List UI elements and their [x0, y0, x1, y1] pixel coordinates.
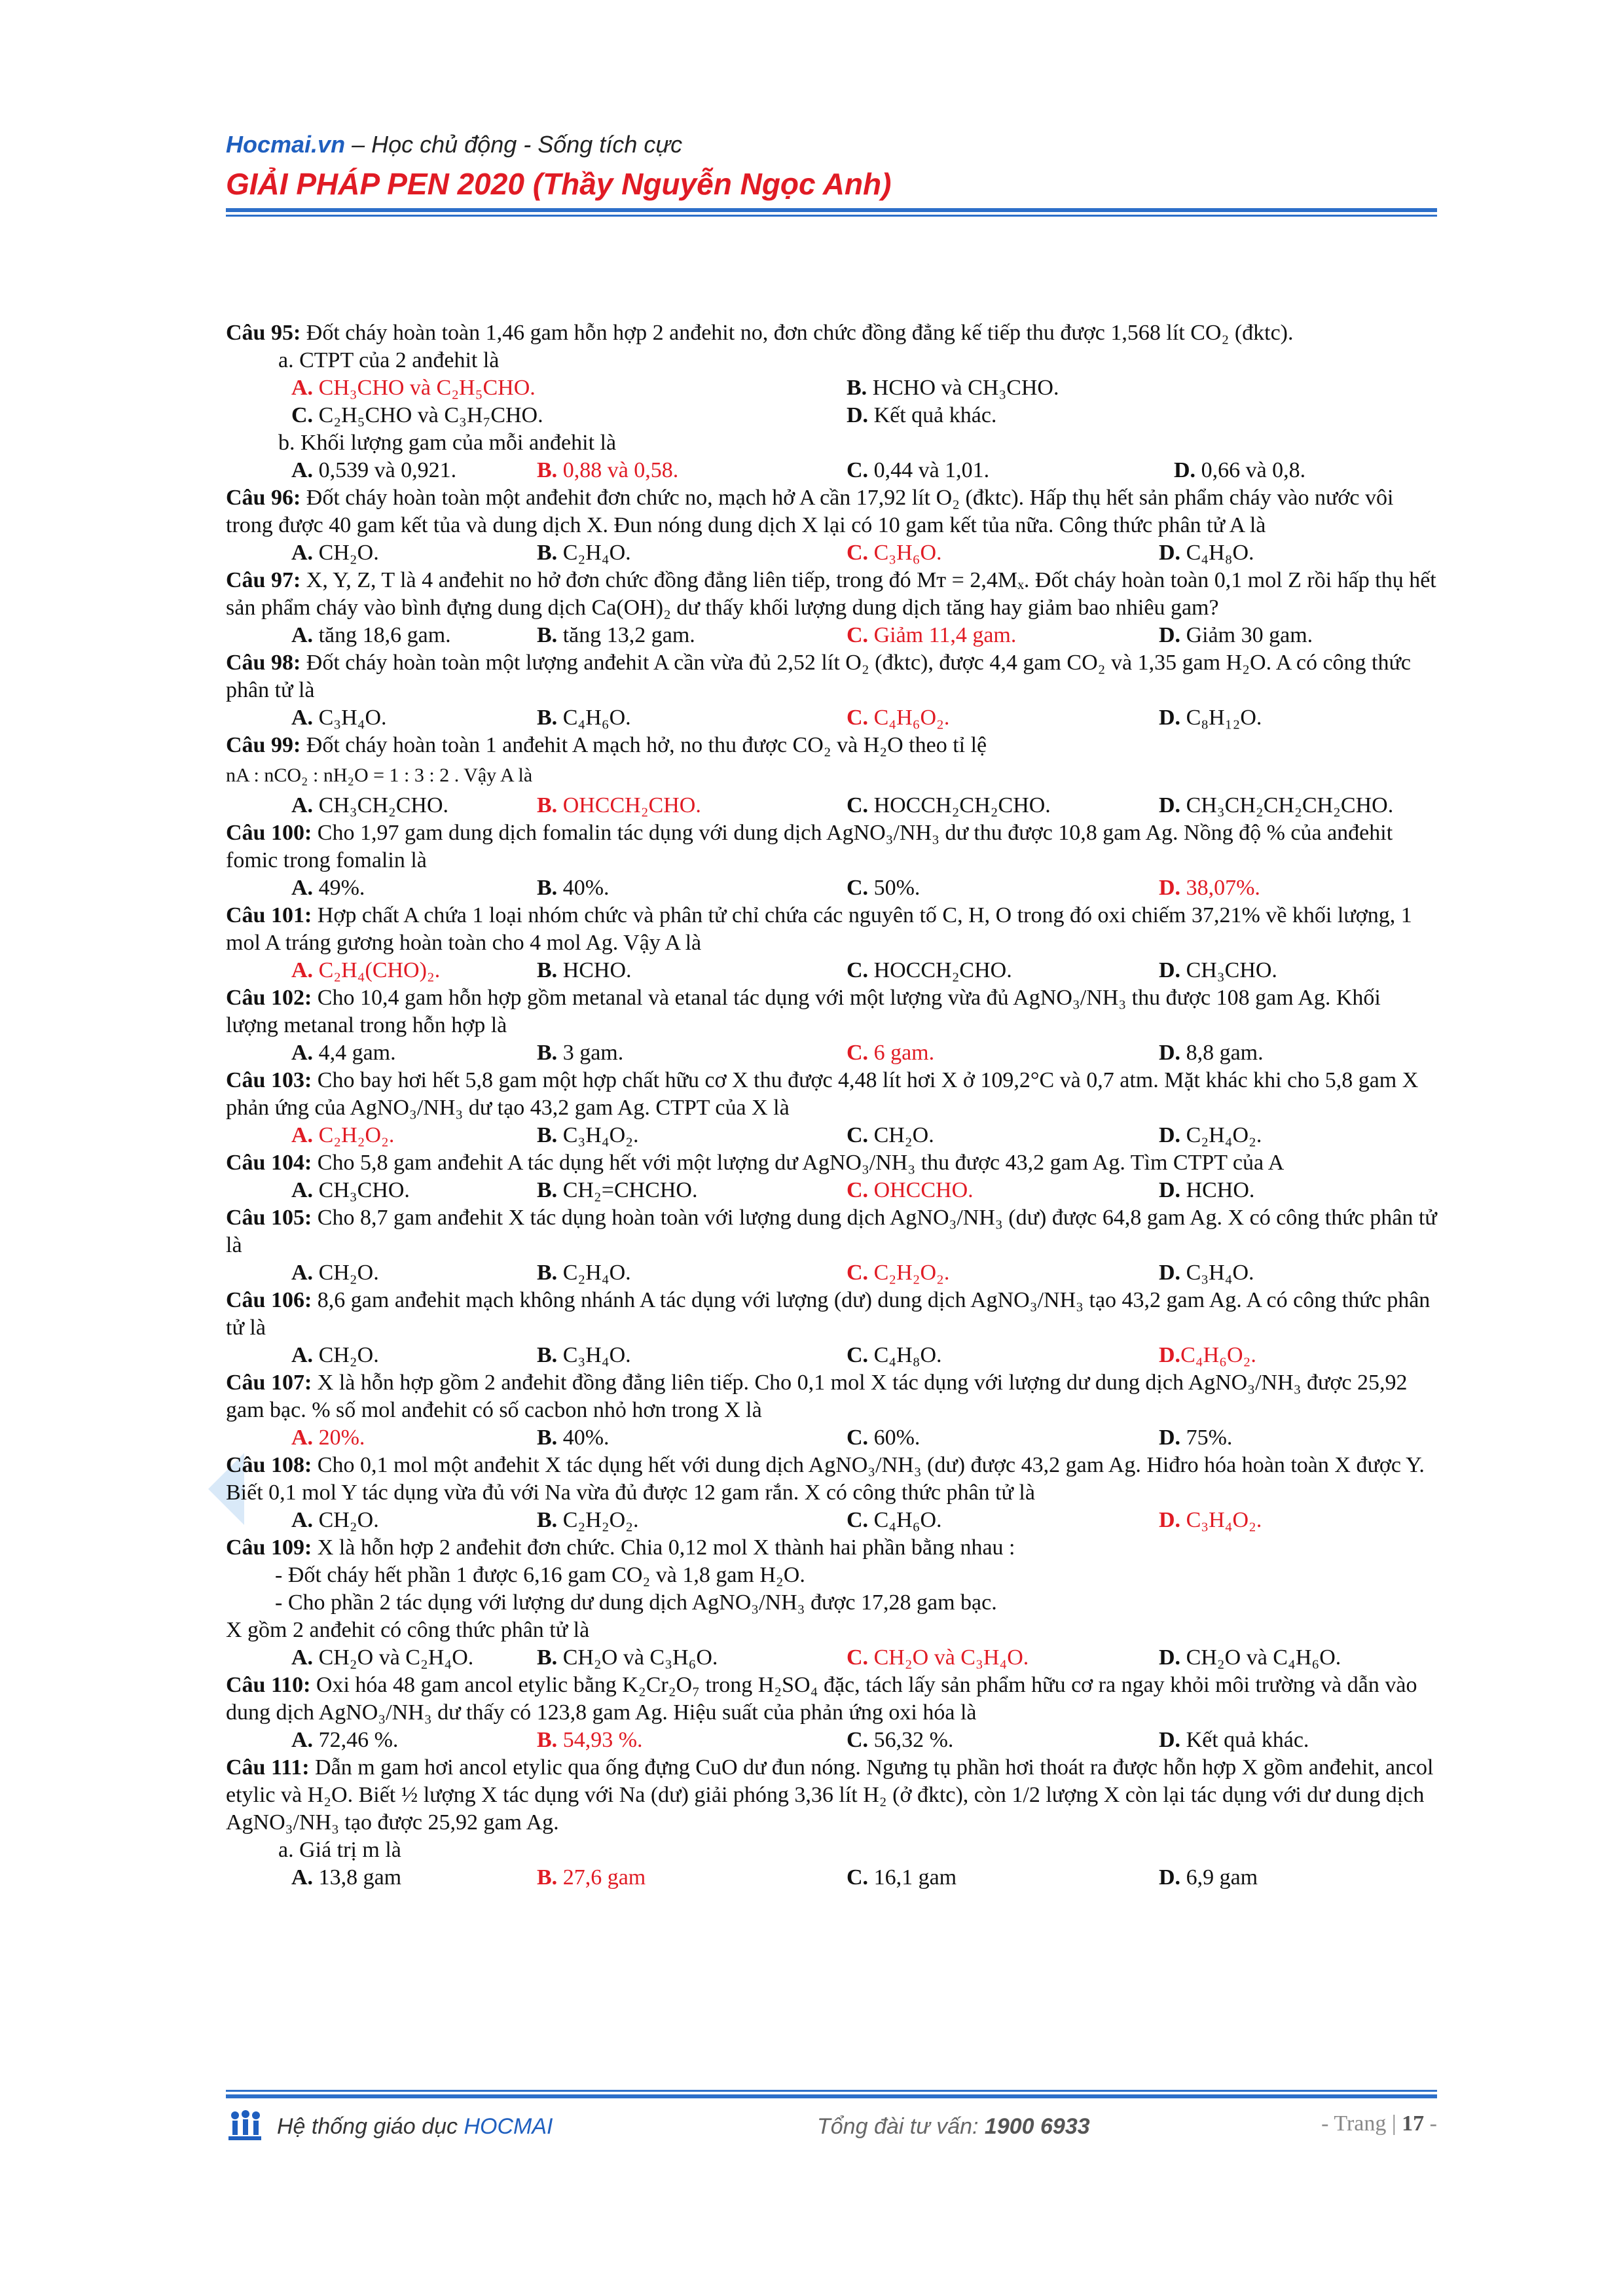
answer-option-d[interactable]: D. C₈H₁₂O.: [1159, 706, 1262, 730]
answer-option-a[interactable]: A. CH₃CHO.: [291, 1178, 410, 1202]
question-text: X là hỗn hợp 2 anđehit đơn chức. Chia 0,12 mol X thành hai phần bằng nhau :: [312, 1535, 1015, 1560]
hocmai-logo-icon: [226, 2109, 264, 2143]
question-prompt: X gồm 2 anđehit có công thức phân tử là: [226, 1618, 590, 1642]
question-text: Cho 1,97 gam dung dịch fomalin tác dụng với dung dịch AgNO₃/NH₃ dư thu được 10,8 gam Ag. Nồng độ % của anđehit fomic trong fomalin là: [226, 821, 1393, 872]
question-98: [226, 649, 1437, 704]
answer-option-c[interactable]: C. 56,32 %.: [847, 1728, 954, 1752]
answer-option-c[interactable]: C. 6 gam.: [847, 1041, 935, 1065]
sub-question-a: a. Giá trị m là: [278, 1838, 401, 1862]
answer-option-c[interactable]: C. HOCCH₂CHO.: [847, 958, 1012, 982]
question-text: Cho 0,1 mol một anđehit X tác dụng hết với dung dịch AgNO₃/NH₃ (dư) được 43,2 gam Ag. Hiđro hóa hoàn toàn X được Y. Biết 0,1 mol Y tác dụng vừa đủ với Na vừa đủ được 12 gam rắn. X có công thức phân tử là: [226, 1453, 1425, 1505]
question-110: [226, 1672, 1437, 1727]
answer-option-c[interactable]: C. 60%.: [847, 1426, 921, 1450]
question-number: Câu 99:: [226, 733, 301, 757]
question-text: Cho 8,7 gam anđehit X tác dụng hoàn toàn với lượng dung dịch AgNO₃/NH₃ (dư) được 64,8 gam Ag. X có công thức phân tử là: [226, 1206, 1437, 1257]
answer-option-c[interactable]: C. 0,44 và 1,01.: [847, 458, 990, 482]
answer-option-b[interactable]: B. 40%.: [537, 1426, 610, 1450]
answer-option-a[interactable]: A. 20%.: [291, 1426, 365, 1450]
answer-option-b[interactable]: B. HCHO và CH₃CHO.: [847, 376, 1059, 400]
question-text: X là hỗn hợp gồm 2 anđehit đồng đẳng liên tiếp. Cho 0,1 mol X tác dụng với lượng dư dung dịch AgNO₃/NH₃ được 25,92 gam bạc. % số mol anđehit có số cacbon nhỏ hơn trong X là: [226, 1371, 1408, 1422]
answer-option-c[interactable]: C. C₂H₂O₂.: [847, 1261, 950, 1285]
answer-option-c[interactable]: C. 50%.: [847, 876, 921, 900]
sub-question-b: b. Khối lượng gam của mỗi anđehit là: [278, 431, 617, 455]
header-title: GIẢI PHÁP PEN 2020 (Thầy Nguyễn Ngọc Anh): [226, 167, 892, 201]
site-name[interactable]: Hocmai.vn: [226, 131, 346, 158]
question-109: [226, 1534, 1437, 1562]
question-text: Dẫn m gam hơi ancol etylic qua ống đựng CuO dư đun nóng. Ngưng tụ phần hơi thoát ra được hỗn hợp X gồm anđehit, ancol etylic và H₂O. Biết ½ lượng X tác dụng với Na (dư) giải phóng 3,36 lít H₂ (ở đktc), còn 1/2 lượng X còn lại tác dụng với dư dung dịch AgNO₃/NH₃ tạo được 25,92 gam Ag.: [226, 1755, 1434, 1835]
answer-options: [226, 792, 1437, 819]
header-tagline-line: [226, 131, 1437, 164]
page-header: [226, 131, 1437, 202]
answer-option-c[interactable]: C. HOCCH₂CH₂CHO.: [847, 793, 1051, 817]
answer-option-a[interactable]: A. 49%.: [291, 876, 365, 900]
question-text: Cho bay hơi hết 5,8 gam một hợp chất hữu cơ X thu được 4,48 lít hơi X ở 109,2°C và 0,7 atm. Mặt khác khi cho 5,8 gam X phản ứng của AgNO₃/NH₃ dư tạo 43,2 gam Ag. CTPT của X là: [226, 1068, 1419, 1120]
question-number: Câu 105:: [226, 1206, 312, 1230]
question-text: Cho 10,4 gam hỗn hợp gồm metanal và etanal tác dụng với một lượng vừa đủ AgNO₃/NH₃ thu được 108 gam Ag. Khối lượng metanal trong hỗn hợp là: [226, 986, 1381, 1037]
answer-option-b[interactable]: B. 0,88 và 0,58.: [537, 458, 679, 482]
answer-option-a[interactable]: A. CH₃CHO và C₂H₅CHO.: [291, 376, 536, 400]
condition-line: - Cho phần 2 tác dụng với lượng dư dung dịch AgNO₃/NH₃ được 17,28 gam bạc.: [275, 1590, 997, 1615]
question-number: Câu 104:: [226, 1151, 312, 1175]
question-96: [226, 484, 1437, 539]
answer-option-b[interactable]: B. C₄H₆O.: [537, 706, 631, 730]
answer-option-a[interactable]: A. CH₂O.: [291, 1343, 379, 1367]
question-text: Hợp chất A chứa 1 loại nhóm chức và phân tử chỉ chứa các nguyên tố C, H, O trong đó oxi chiếm 37,21% về khối lượng, 1 mol A tráng gương hoàn toàn cho 4 mol Ag. Vậy A là: [226, 903, 1412, 955]
answer-options: [226, 704, 1437, 732]
answer-options: [226, 1342, 1437, 1369]
question-number: Câu 101:: [226, 903, 312, 927]
answer-option-d[interactable]: D. C₄H₈O.: [1159, 541, 1254, 565]
question-number: Câu 111:: [226, 1755, 310, 1780]
answer-option-d[interactable]: D. CH₃CHO.: [1159, 958, 1277, 982]
answer-option-a[interactable]: A. CH₃CH₂CHO.: [291, 793, 449, 817]
question-number: Câu 103:: [226, 1068, 312, 1092]
answer-option-b[interactable]: B. 54,93 %.: [537, 1728, 643, 1752]
question-108: [226, 1452, 1437, 1507]
answer-option-d[interactable]: D. 8,8 gam.: [1159, 1041, 1264, 1065]
question-105: [226, 1204, 1437, 1259]
question-106: [226, 1287, 1437, 1342]
answer-option-c[interactable]: C. C₄H₈O.: [847, 1343, 942, 1367]
question-text: Đốt cháy hoàn toàn 1,46 gam hỗn hợp 2 anđehit no, đơn chức đồng đẳng kế tiếp thu được 1,568 lít CO₂ (đktc).: [301, 321, 1294, 345]
question-text: Đốt cháy hoàn toàn một lượng anđehit A cần vừa đủ 2,52 lít O₂ (đktc), được 4,4 gam CO₂ và 1,35 gam H₂O. A có công thức phân tử là: [226, 651, 1412, 702]
answer-option-a[interactable]: A. CH₂O.: [291, 1261, 379, 1285]
answer-option-b[interactable]: B. 3 gam.: [537, 1041, 624, 1065]
answer-options: [226, 1039, 1437, 1067]
question-95: [226, 319, 1437, 347]
answer-options: [226, 1864, 1437, 1892]
answer-option-c[interactable]: C. OHCCHO.: [847, 1178, 974, 1202]
answer-option-d[interactable]: D. CH₃CH₂CH₂CH₂CHO.: [1159, 793, 1394, 817]
answer-option-a[interactable]: A. 13,8 gam: [291, 1865, 402, 1890]
answer-option-d[interactable]: D. Kết quả khác.: [847, 403, 997, 427]
answer-option-b[interactable]: B. CH₂O và C₃H₆O.: [537, 1645, 718, 1670]
footer-hotline: Tổng đài tư vấn: 1900 6933: [817, 2114, 1090, 2139]
mole-ratio-formula: nA : nCO₂ : nH₂O = 1 : 3 : 2 . Vậy A là: [226, 764, 533, 786]
question-number: Câu 107:: [226, 1371, 312, 1395]
question-number: Câu 108:: [226, 1453, 312, 1477]
answer-options: [226, 457, 1437, 484]
question-number: Câu 106:: [226, 1288, 312, 1312]
answer-options: [226, 1644, 1437, 1672]
answer-option-c[interactable]: C. C₄H₆O.: [847, 1508, 942, 1532]
answer-option-a[interactable]: A. 72,46 %.: [291, 1728, 399, 1752]
question-number: Câu 109:: [226, 1535, 312, 1560]
question-101: [226, 902, 1437, 957]
answer-option-b[interactable]: B. C₂H₄O.: [537, 1261, 631, 1285]
question-number: Câu 110:: [226, 1673, 311, 1697]
answer-options: [226, 1424, 1437, 1452]
answer-option-b[interactable]: B. 27,6 gam: [537, 1865, 646, 1890]
site-tagline: – Học chủ động - Sống tích cực: [345, 131, 683, 158]
answer-option-d[interactable]: D. 0,66 và 0,8.: [1174, 458, 1306, 482]
answer-options: [226, 1259, 1437, 1287]
answer-option-a[interactable]: A. C₂H₂O₂.: [291, 1123, 395, 1147]
footer-education-system: Hệ thống giáo dục HOCMAI: [277, 2114, 553, 2139]
question-number: Câu 97:: [226, 568, 301, 592]
question-104: [226, 1149, 1437, 1177]
answer-options: [226, 622, 1437, 649]
answer-options: [226, 1507, 1437, 1534]
page-footer: [226, 2109, 1437, 2148]
question-text: X, Y, Z, T là 4 anđehit no hở đơn chức đồng đẳng liên tiếp, trong đó Mᴛ = 2,4Mₓ. Đốt cháy hoàn toàn 0,1 mol Z rồi hấp thụ hết sản phẩm cháy vào bình đựng dung dịch Ca(OH)₂ dư thấy khối lượng dung dịch tăng hay giảm bao nhiêu gam?: [226, 568, 1436, 620]
question-text: Cho 5,8 gam anđehit A tác dụng hết với một lượng dư AgNO₃/NH₃ thu được 43,2 gam Ag. Tìm CTPT của A: [312, 1151, 1285, 1175]
question-107: [226, 1369, 1437, 1424]
header-rule: [226, 208, 1437, 217]
answer-option-a[interactable]: A. CH₂O.: [291, 541, 379, 565]
question-103: [226, 1067, 1437, 1122]
answer-options: [226, 1177, 1437, 1204]
answer-option-d[interactable]: D. 38,07%.: [1159, 876, 1260, 900]
answer-option-d[interactable]: D.C₄H₆O₂.: [1159, 1343, 1256, 1367]
answer-option-b[interactable]: B. CH₂=CHCHO.: [537, 1178, 698, 1202]
answer-option-c[interactable]: C. 16,1 gam: [847, 1865, 957, 1890]
answer-option-b[interactable]: B. HCHO.: [537, 958, 632, 982]
question-number: Câu 96:: [226, 486, 301, 510]
answer-options: [226, 1727, 1437, 1754]
question-100: [226, 819, 1437, 874]
answer-options: [226, 1122, 1437, 1149]
answer-options: [226, 957, 1437, 984]
question-111: [226, 1754, 1437, 1837]
page-number: - Trang | 17 -: [1321, 2111, 1437, 2136]
answer-option-c[interactable]: C. Giảm 11,4 gam.: [847, 623, 1017, 647]
question-text: Đốt cháy hoàn toàn một anđehit đơn chức no, mạch hở A cần 17,92 lít O₂ (đktc). Hấp thụ hết sản phẩm cháy vào nước vôi trong được 40 gam kết tủa và dung dịch X. Đun nóng dung dịch X lại có 10 gam kết tủa nữa. Công thức phân tử A là: [226, 486, 1394, 537]
answer-option-b[interactable]: B. C₃H₄O.: [537, 1343, 631, 1367]
answer-option-d[interactable]: D. C₃H₄O.: [1159, 1261, 1254, 1285]
answer-option-b[interactable]: B. C₃H₄O₂.: [537, 1123, 639, 1147]
answer-option-d[interactable]: D. 6,9 gam: [1159, 1865, 1258, 1890]
answer-option-b[interactable]: B. tăng 13,2 gam.: [537, 623, 695, 647]
answer-option-c[interactable]: C. C₃H₆O.: [847, 541, 942, 565]
question-number: Câu 95:: [226, 321, 301, 345]
answer-option-a[interactable]: A. tăng 18,6 gam.: [291, 623, 451, 647]
answer-options: [226, 374, 1437, 402]
footer-rule: [226, 2090, 1437, 2098]
answer-option-a[interactable]: A. CH₂O và C₂H₄O.: [291, 1645, 474, 1670]
answer-option-c[interactable]: C. C₂H₅CHO và C₃H₇CHO.: [291, 403, 543, 427]
answer-option-c[interactable]: C. CH₂O.: [847, 1123, 934, 1147]
question-text: Đốt cháy hoàn toàn 1 anđehit A mạch hở, no thu được CO₂ và H₂O theo tỉ lệ: [301, 733, 987, 757]
answer-option-a[interactable]: A. CH₂O.: [291, 1508, 379, 1532]
question-number: Câu 100:: [226, 821, 312, 845]
answer-option-c[interactable]: C. CH₂O và C₃H₄O.: [847, 1645, 1029, 1670]
answer-option-a[interactable]: A. C₃H₄O.: [291, 706, 387, 730]
answer-options: [226, 874, 1437, 902]
answer-option-b[interactable]: B. C₂H₄O.: [537, 541, 631, 565]
question-99: [226, 732, 1437, 759]
answer-option-d[interactable]: D. Giảm 30 gam.: [1159, 623, 1313, 647]
answer-option-d[interactable]: D. HCHO.: [1159, 1178, 1255, 1202]
question-text: Oxi hóa 48 gam ancol etylic bằng K₂Cr₂O₇ trong H₂SO₄ đặc, tách lấy sản phẩm hữu cơ ra ngay khỏi môi trường và dẫn vào dung dịch AgNO₃/NH₃ dư thấy có 123,8 gam Ag. Hiệu suất của phản ứng oxi hóa là: [226, 1673, 1417, 1725]
answer-option-a[interactable]: A. 0,539 và 0,921.: [291, 458, 457, 482]
question-number: Câu 102:: [226, 986, 312, 1010]
answer-option-b[interactable]: B. C₂H₂O₂.: [537, 1508, 639, 1532]
answer-option-a[interactable]: A. C₂H₄(CHO)₂.: [291, 958, 441, 982]
answer-option-d[interactable]: D. Kết quả khác.: [1159, 1728, 1309, 1752]
answer-option-d[interactable]: D. C₂H₄O₂.: [1159, 1123, 1262, 1147]
answer-option-d[interactable]: D. 75%.: [1159, 1426, 1233, 1450]
answer-option-c[interactable]: C. C₄H₆O₂.: [847, 706, 950, 730]
question-102: [226, 984, 1437, 1039]
answer-options: [226, 539, 1437, 567]
answer-option-b[interactable]: B. 40%.: [537, 876, 610, 900]
question-number: Câu 98:: [226, 651, 301, 675]
question-97: [226, 567, 1437, 622]
answer-option-a[interactable]: A. 4,4 gam.: [291, 1041, 396, 1065]
answer-option-d[interactable]: D. C₃H₄O₂.: [1159, 1508, 1262, 1532]
question-list: [226, 319, 1437, 1892]
answer-option-b[interactable]: B. OHCCH₂CHO.: [537, 793, 701, 817]
condition-line: - Đốt cháy hết phần 1 được 6,16 gam CO₂ và 1,8 gam H₂O.: [275, 1563, 805, 1587]
answer-option-d[interactable]: D. CH₂O và C₄H₆O.: [1159, 1645, 1341, 1670]
sub-question-a: a. CTPT của 2 anđehit là: [278, 348, 500, 372]
question-text: 8,6 gam anđehit mạch không nhánh A tác dụng với lượng (dư) dung dịch AgNO₃/NH₃ tạo 43,2 gam Ag. A có công thức phân tử là: [226, 1288, 1431, 1340]
answer-options: [226, 402, 1437, 429]
